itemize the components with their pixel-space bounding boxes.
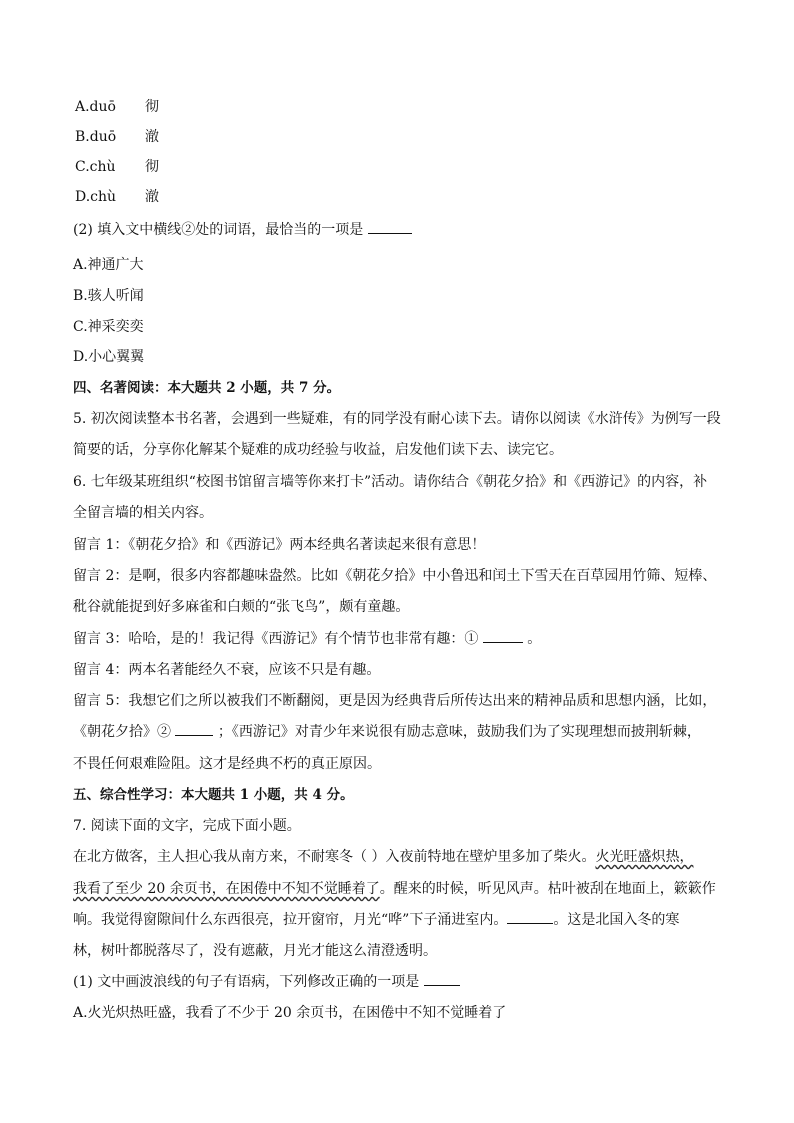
passage-line: 林，树叶都脱落尽了，没有遮蔽，月光才能这么清澄透明。 — [73, 943, 437, 959]
message-5-line: 《朝花夕拾》② ；《西游记》对青少年来说很有励志意味，鼓励我们为了实现理想而披荆斩棘， — [73, 724, 701, 740]
answer-blank[interactable] — [368, 221, 412, 234]
answer-blank[interactable] — [424, 973, 460, 986]
question-6-line: 全留言墙的相关内容。 — [73, 505, 213, 521]
section-5-title: 五、综合性学习：本大题共 1 小题，共 4 分。 — [73, 787, 354, 803]
option-a: A.神通广大 — [73, 257, 144, 273]
section-4-title: 四、名著阅读：本大题共 2 小题，共 7 分。 — [73, 380, 341, 396]
passage-line: 我看了至少 20 余页书，在困倦中不知不觉睡着了。醒来的时候，听见风声。枯叶被刮在地面上，簌簌作 — [73, 881, 716, 897]
message-4: 留言 4：两本名著能经久不衰，应该不只是有趣。 — [73, 662, 381, 678]
question-5-line: 简要的话，分享你化解某个疑难的成功经验与收益，启发他们读下去、读完它。 — [73, 442, 563, 458]
message-5-line: 不畏任何艰难险阻。这才是经典不朽的真正原因。 — [73, 756, 381, 772]
message-3: 留言 3：哈哈，是的！我记得《西游记》有个情节也非常有趣：① 。 — [73, 631, 542, 647]
message-5-line: 留言 5：我想它们之所以被我们不断翻阅，更是因为经典背后所传达出来的精神品质和思想内涵，比如， — [73, 693, 717, 709]
option-char: 彻 — [145, 99, 159, 115]
answer-blank[interactable] — [175, 723, 213, 736]
option-char: 彻 — [145, 159, 159, 175]
option-c: C.神采奕奕 — [73, 319, 144, 335]
wavy-underlined-sentence: 火光旺盛炽热， — [595, 849, 694, 865]
passage-line: 在北方做客，主人担心我从南方来，不耐寒冬（ ）入夜前特地在壁炉里多加了柴火。火光旺盛炽热， — [73, 849, 694, 865]
option-a: A.火光炽热旺盛，我看了不少于 20 余页书，在困倦中不知不觉睡着了 — [73, 1005, 507, 1021]
option-d: D.小心翼翼 — [73, 349, 145, 365]
question-5-line: 5. 初次阅读整本书名著，会遇到一些疑难，有的同学没有耐心读下去。请你以阅读《水浒传》为例写一段 — [73, 411, 721, 427]
passage-line: 响。我觉得窗隙间什么东西很亮，拉开窗帘，月光“哗”下子涌进室内。 。这是北国入冬的寒 — [73, 912, 680, 928]
option-c — [75, 158, 159, 176]
option-a — [75, 98, 159, 116]
message-2-line: 秕谷就能捉到好多麻雀和白颊的“张飞鸟”，颇有童趣。 — [73, 599, 410, 615]
message-2-line: 留言 2：是啊，很多内容都趣味盎然。比如《朝花夕拾》中小鲁迅和闰土下雪天在百草园用竹筛、短棒、 — [73, 568, 717, 584]
option-key: D.chù — [75, 189, 117, 205]
message-1: 留言 1：《朝花夕拾》和《西游记》两本经典名著读起来很有意思！ — [73, 537, 486, 553]
option-char: 澈 — [145, 189, 159, 205]
option-key: C.chù — [75, 159, 116, 175]
question-4-2-stem: (2) 填入文中横线②处的词语，最恰当的一项是 — [73, 221, 412, 239]
question-7-stem: 7. 阅读下面的文字，完成下面小题。 — [73, 818, 301, 834]
option-key: A.duō — [75, 99, 116, 115]
question-7-1-stem: (1) 文中画波浪线的句子有语病，下列修改正确的一项是 — [73, 973, 460, 991]
option-b — [75, 128, 159, 146]
option-key: B.duō — [75, 129, 117, 145]
question-6-line: 6. 七年级某班组织“校图书馆留言墙等你来打卡”活动。请你结合《朝花夕拾》和《西游记》的内容，补 — [73, 474, 708, 490]
answer-blank[interactable] — [483, 630, 523, 643]
wavy-underlined-sentence: 我看了至少 20 余页书，在困倦中不知不觉睡着了 — [73, 881, 380, 897]
option-d — [75, 188, 159, 206]
answer-blank[interactable] — [507, 911, 553, 924]
option-char: 澈 — [145, 129, 159, 145]
option-b: B.骇人听闻 — [73, 288, 144, 304]
